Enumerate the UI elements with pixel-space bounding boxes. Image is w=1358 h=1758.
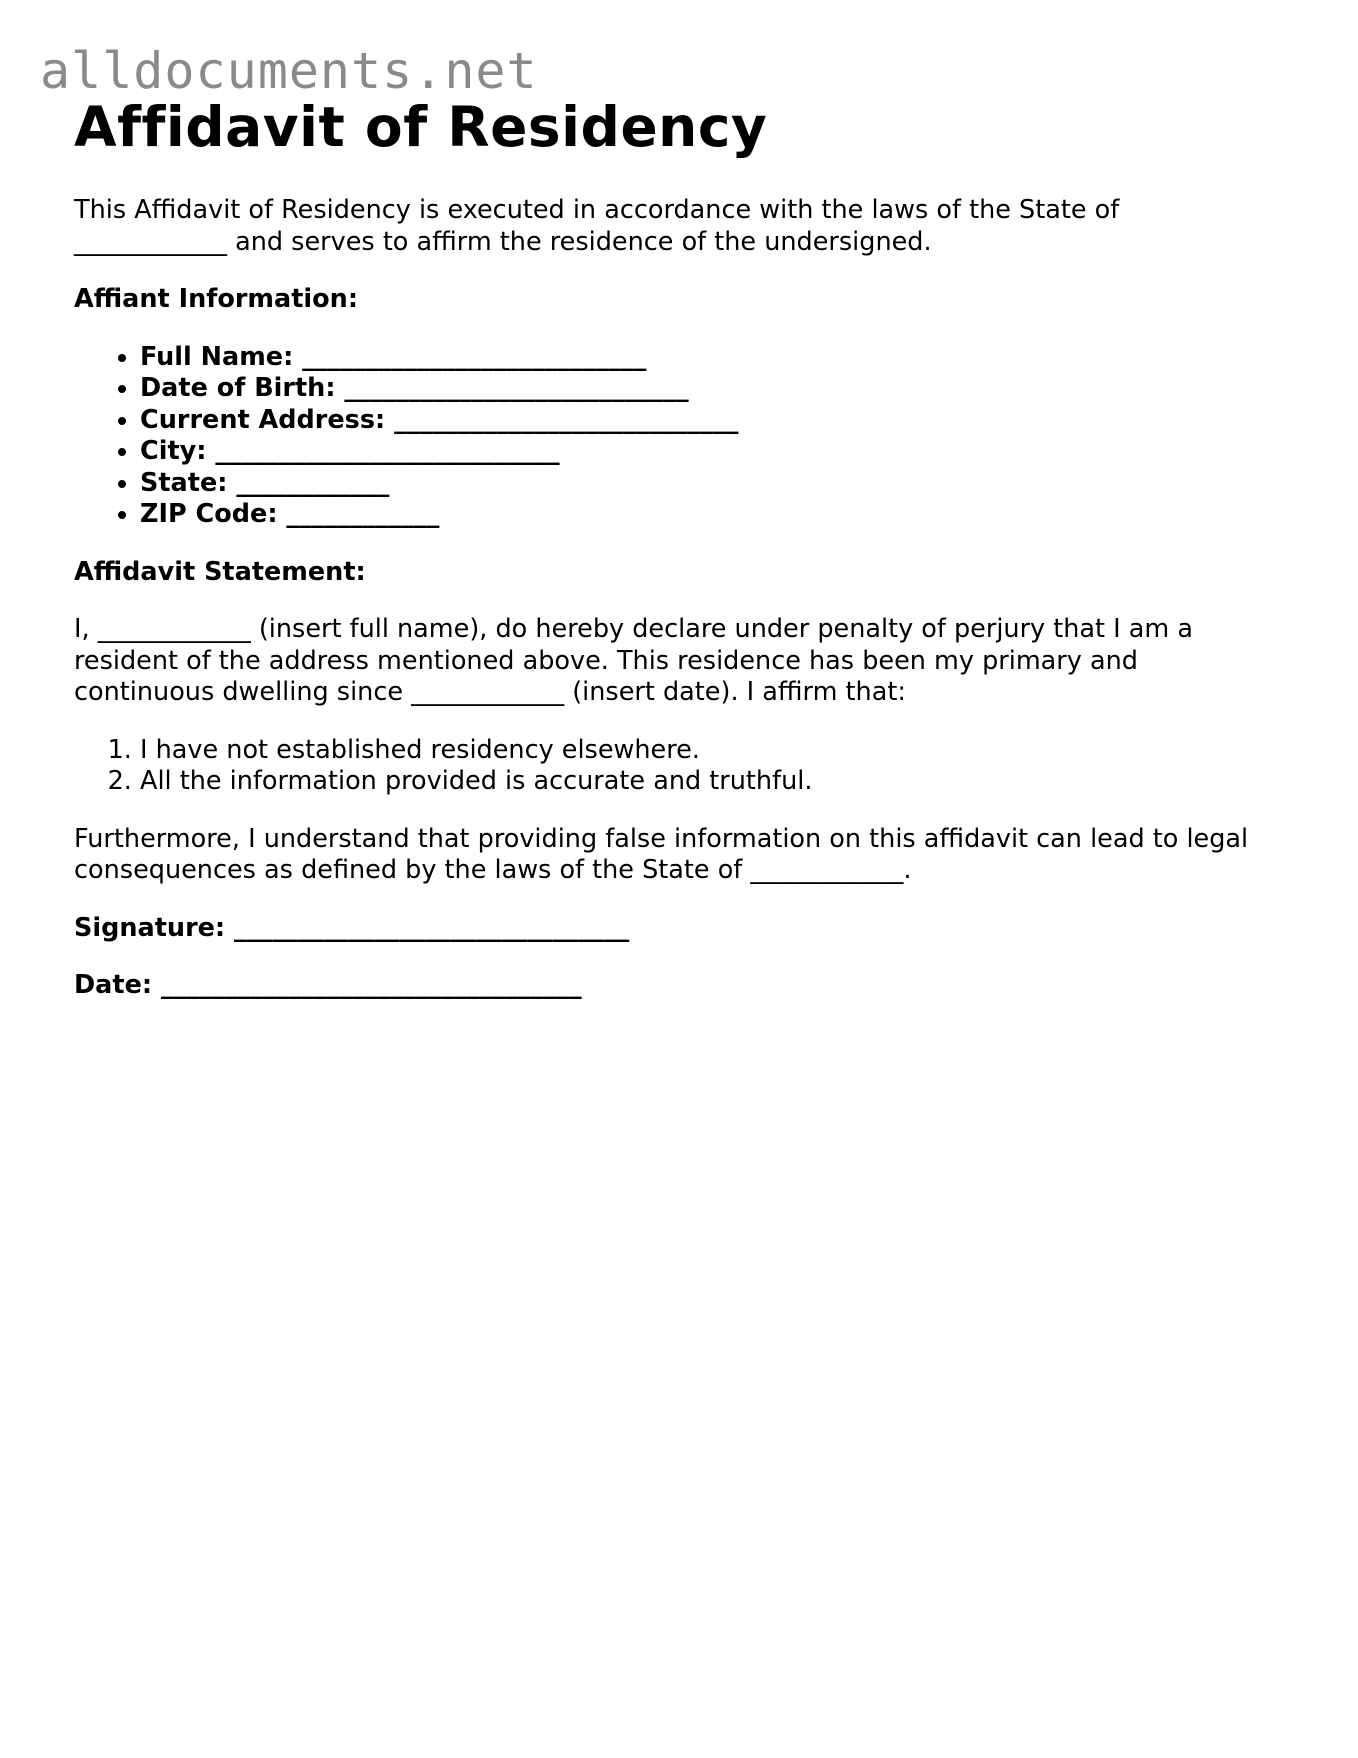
furthermore-paragraph: Furthermore, I understand that providing false information on this affidavit can lead to legal consequences as defined by the laws of the State of ____________. — [74, 823, 1249, 885]
affidavit-statement-heading: Affidavit Statement: — [74, 556, 366, 587]
signature-line: Signature: _______________________________ — [74, 912, 630, 943]
zip-code-field: • ZIP Code: ____________ — [140, 499, 1274, 531]
date-of-birth-field: • Date of Birth: ___________________________ — [140, 373, 1274, 405]
affiant-information-heading: Affiant Information: — [74, 284, 359, 314]
watermark: alldocuments.net — [40, 42, 538, 100]
date-line: Date: _________________________________ — [74, 970, 582, 1000]
document-title: Affidavit of Residency — [74, 95, 768, 159]
affirmation-item: 1. I have not established residency elsewhere. — [140, 735, 1274, 767]
statement-paragraph: I, ____________ (insert full name), do hereby declare under penalty of perjury that I am a resident of the address mentioned above. This residence has been my primary and continuous dwelling since ____________ (insert date). I affirm that: — [74, 614, 1193, 707]
state-field: • State: ____________ — [140, 468, 1274, 500]
current-address-field: • Current Address: ___________________________ — [140, 405, 1274, 437]
city-field: • City: ___________________________ — [140, 436, 1274, 468]
affirmations-list — [74, 735, 1274, 798]
document-body — [74, 92, 1274, 1002]
full-name-field: • Full Name: ___________________________ — [140, 342, 1274, 374]
affirmation-item: 2. All the information provided is accurate and truthful. — [140, 766, 1274, 798]
intro-paragraph: This Affidavit of Residency is executed in accordance with the laws of the State of ____________ and serves to affirm the residence of the undersigned. — [74, 195, 1120, 257]
affiant-fields-list — [74, 342, 1274, 531]
